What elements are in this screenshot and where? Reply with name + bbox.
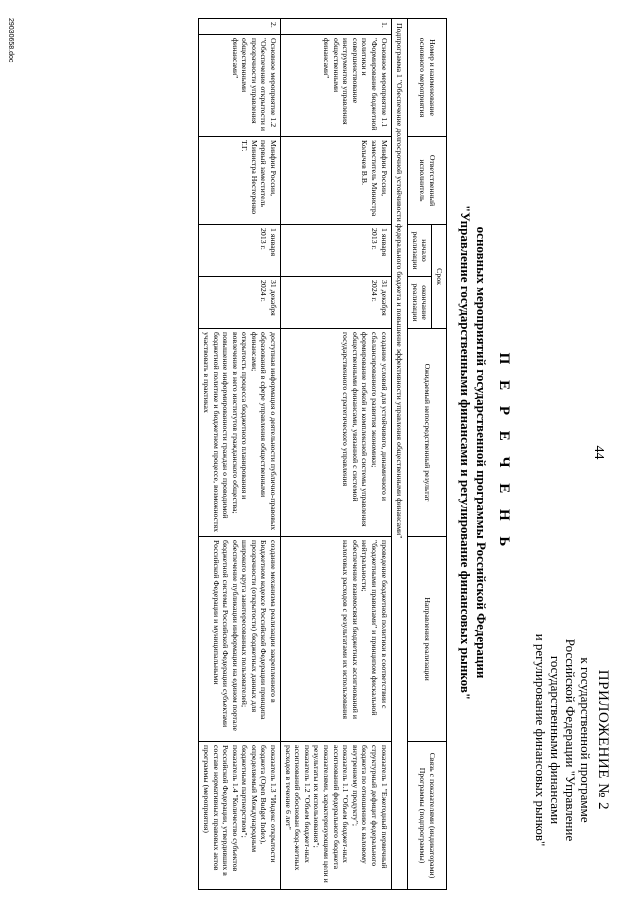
- header-end: окончание реализации: [408, 277, 432, 329]
- document-heading: [457, 0, 512, 905]
- appendix-line: к государственной программе: [578, 657, 593, 823]
- row-name: Основное мероприятие 1.2 "Обеспечение открытости и прозрачности управления общественными финансами": [199, 35, 281, 137]
- measures-table: [198, 18, 447, 890]
- header-name: Номер и наименование основного мероприятия: [408, 19, 447, 137]
- row-result: создание условий для устойчивого, динамичного и сбалансированного развития экономики; формирование гибкой и комплексной системы управления общественными финансами, увязанной с системой государственного стратегического управления: [281, 329, 392, 537]
- header-executor: Ответственный исполнитель: [408, 137, 447, 225]
- row-indicators: показатель 1 "Ежегодный первичный структурный дефицит федерального бюджета по отношению к валовому внутреннему продукту"; показатель 1.1 "Объем бюджет-ных ассигнований федерального бюджета показателями, характеризующими цели и результаты их использования"; показатель 1.2 "Объем бюджет-ных ассигнований обоснован бюд-жетных расходов в течение 6 лет": [281, 742, 392, 890]
- row-executor: Минфин России, первый заместитель Министра Нестеренко Т.Г.: [199, 137, 281, 225]
- appendix-line: государственными финансами: [548, 655, 563, 825]
- row-directions: создание механизма реализации закрепленного в Бюджетном кодексе Российской Федерации принципа прозрачности (открытости) бюджетных данных для широкого круга заинтересованных пользователей; обеспечение публикации информации на едином портале бюджетной системы Российской Федерации субъектами Российской Федерации и муниципальными: [199, 537, 281, 742]
- table-row: [199, 19, 281, 890]
- row-start: 1 января 2013 г.: [281, 225, 392, 277]
- table-header-row: [432, 19, 447, 890]
- row-number: 2.: [199, 19, 281, 35]
- row-executor: Минфин России, заместитель Министра Колычев В.В.: [281, 137, 392, 225]
- row-directions: проведение бюджетной политики в соответствии с "бюджетными правилами" и принципом фискальной нейтральности; обеспечение взаимосвязи бюджетных ассигнований и налоговых расходов с результатами их использования: [281, 537, 392, 742]
- row-result: доступная информация о деятельности публично-правовых образований в сфере управления общественными финансами; открытость процесса бюджетного планирования и вовлечение в него институтов гражданского общества; повышение информированности граждан о проводимой бюджетной политике и бюджетном процессе, возможностях участвовать в практиках: [199, 329, 281, 537]
- table-row: [281, 19, 392, 890]
- row-number: 1.: [281, 19, 392, 35]
- appendix-line: Российской Федерации "Управление: [563, 638, 578, 842]
- header-start: начало реализации: [408, 225, 432, 277]
- row-indicators: показатель 1.3 "Индекс открытости бюджета (Open Budget Index), определяемый Международным бюджетным партнерством"; показатель 1.4 "Количество субъектов Российской Федерации, утвердивших в составе нормативных правовых актов программы (мероприятия): [199, 742, 281, 890]
- header-result: Ожидаемый непосредственный результат: [408, 329, 447, 537]
- heading-line-1: основных мероприятий государственной программы Российской Федерации: [474, 226, 489, 679]
- file-footer: 29030658.doc: [7, 18, 14, 63]
- appendix-line: и регулирование финансовых рынков": [533, 633, 548, 847]
- header-indicators: Связь с показателями (индикаторами) Программы (подпрограммы): [408, 742, 447, 890]
- row-end: 31 декабря 2024 г.: [281, 277, 392, 329]
- subprogram-title: Подпрограмма 1 "Обеспечение долгосрочной устойчивости федерального бюджета и повышение эффективности управления общественными финансами": [391, 19, 408, 890]
- row-name: Основное мероприятие 1.1 "Формирование бюджетной политики и совершенствование инструментов управления общественными финансами": [281, 35, 392, 137]
- row-start: 1 января 2013 г.: [199, 225, 281, 277]
- heading-line-2: "Управление государственными финансами и регулирование финансовых рынков": [458, 204, 473, 701]
- appendix-block: [533, 600, 610, 880]
- row-end: 31 декабря 2024 г.: [199, 277, 281, 329]
- header-directions: Направления реализации: [408, 537, 447, 742]
- subprogram-row: [391, 19, 408, 890]
- page-number: 44: [591, 445, 606, 460]
- heading-title: П Е Р Е Ч Е Н Ь: [496, 352, 512, 553]
- appendix-title: ПРИЛОЖЕНИЕ № 2: [595, 669, 611, 811]
- header-term: Срок: [432, 225, 447, 329]
